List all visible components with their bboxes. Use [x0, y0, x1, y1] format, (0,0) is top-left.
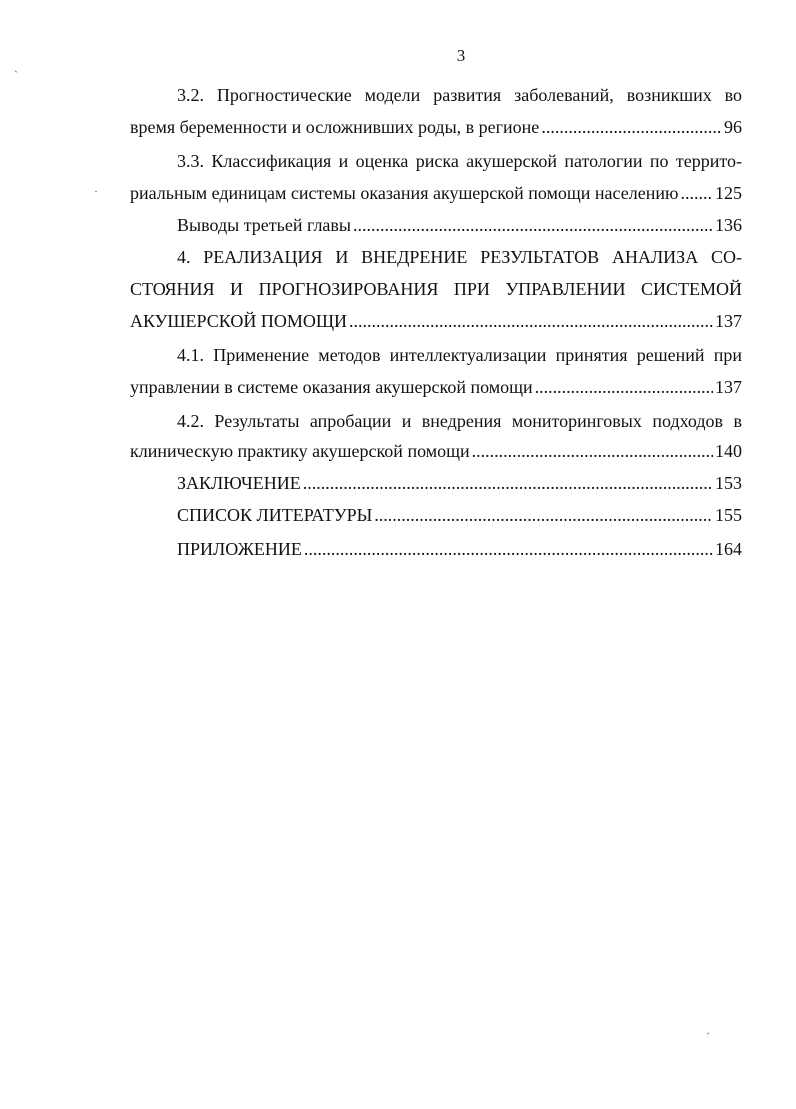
scan-speck: ·: [94, 184, 98, 198]
toc-entry-title: СПИСОК ЛИТЕРАТУРЫ: [177, 505, 373, 525]
toc-entry-4-2-line1: 4.2. Результаты апробации и внедрения мониторинговых подходов в: [177, 411, 742, 431]
toc-page-number: 125: [715, 183, 742, 203]
toc-entry-title: клиническую практику акушерской помощи: [130, 441, 470, 461]
toc-entry-references: [177, 502, 742, 528]
dot-leader: [304, 536, 713, 562]
toc-entry-title: ПРИЛОЖЕНИЕ: [177, 539, 302, 559]
toc-entry-3-2-line1: 3.2. Прогностические модели развития заболеваний, возникших во: [177, 85, 742, 105]
toc-entry-title: время беременности и осложнивших роды, в регионе: [130, 117, 540, 137]
scan-speck: ˋ: [14, 68, 18, 82]
dot-leader: [374, 502, 713, 528]
toc-entry-title: Выводы третьей главы: [177, 215, 352, 235]
toc-entry-3-3-line1: 3.3. Классификация и оценка риска акушерской патологии по террито-: [177, 151, 742, 171]
dot-leader: [353, 212, 713, 238]
scan-speck: ˊ: [706, 1030, 710, 1044]
toc-page-number: 136: [715, 215, 742, 235]
toc-entry-3-2: [130, 114, 742, 140]
page-number: 3: [456, 46, 466, 65]
toc-entry-appendix: [177, 536, 742, 562]
toc-page-number: 96: [724, 117, 742, 137]
toc-entry-4-line1: 4. РЕАЛИЗАЦИЯ И ВНЕДРЕНИЕ РЕЗУЛЬТАТОВ АНАЛИЗА СО-: [177, 247, 742, 267]
toc-entry-title: управлении в системе оказания акушерской помощи: [130, 377, 533, 397]
toc-entry-4: [130, 308, 742, 334]
dot-leader: [541, 114, 722, 140]
toc-entry-4-line2: СТОЯНИЯ И ПРОГНОЗИРОВАНИЯ ПРИ УПРАВЛЕНИИ СИСТЕМОЙ: [130, 279, 742, 299]
toc-page-number: 137: [715, 377, 742, 397]
toc-page-number: 155: [715, 505, 742, 525]
dot-leader: [472, 438, 713, 464]
dot-leader: [535, 374, 713, 400]
toc-entry-4-1: [130, 374, 742, 400]
toc-entry-3-3: [130, 180, 742, 206]
toc-entry-4-1-line1: 4.1. Применение методов интеллектуализации принятия решений при: [177, 345, 742, 365]
toc-entry-title: ЗАКЛЮЧЕНИЕ: [177, 473, 301, 493]
dot-leader: [349, 308, 713, 334]
toc-entry-conclusion: [177, 470, 742, 496]
toc-entry-4-2: [130, 438, 742, 464]
toc-page-number: 153: [715, 473, 742, 493]
dot-leader: [303, 470, 713, 496]
toc-entry-title: АКУШЕРСКОЙ ПОМОЩИ: [130, 311, 347, 331]
toc-entry-conclusions-ch3: [177, 212, 742, 238]
toc-entry-title: риальным единицам системы оказания акушерской помощи населению: [130, 183, 679, 203]
toc-page-number: 164: [715, 539, 742, 559]
dot-leader: [680, 180, 713, 206]
toc-page-number: 140: [715, 441, 742, 461]
toc-page-number: 137: [715, 311, 742, 331]
